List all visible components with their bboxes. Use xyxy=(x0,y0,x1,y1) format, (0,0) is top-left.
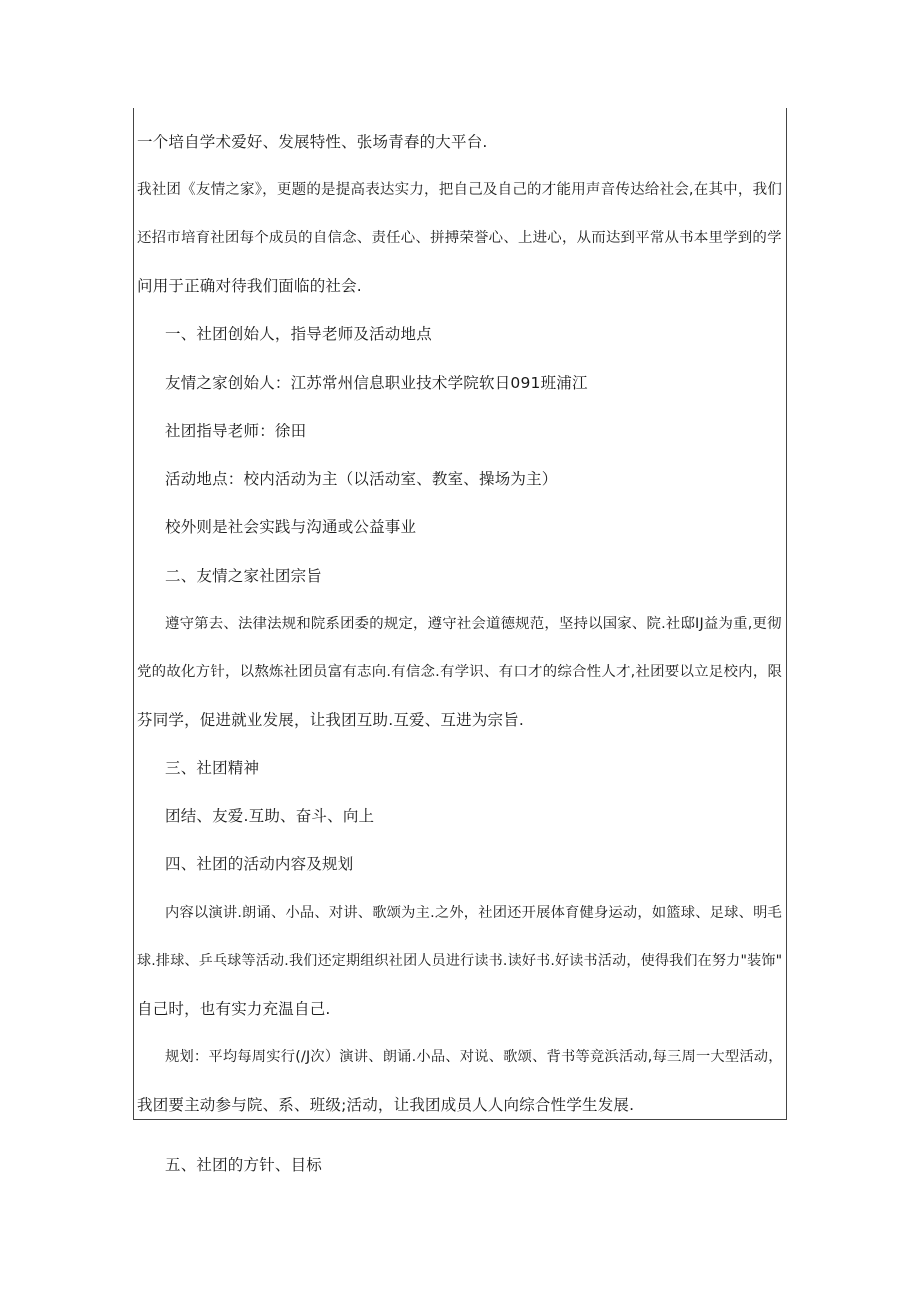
paragraph-line: 自己时，也有实力充温自己. xyxy=(137,1000,331,1018)
paragraph-line: 活动地点：校内活动为主（以活动室、教室、操场为主） xyxy=(165,470,558,488)
paragraph-line: 党的故化方针，以熬炼社团员富有志向.有信念.有学识、有口才的综合性人才,社团要以立足校内，限 xyxy=(137,664,783,680)
paragraph-line: 遵守第去、法律法规和院系团委的规定，遵守社会道德规范，坚持以国家、院.社邸IJ益为重,更彻 xyxy=(165,616,782,632)
paragraph-line: 芬同学，促进就业发展，让我团互助.互爱、互进为宗旨. xyxy=(137,711,525,729)
section-heading: 二、友情之家社团宗旨 xyxy=(165,567,323,585)
section-heading: 五、社团的方针、目标 xyxy=(165,1156,323,1174)
paragraph-line: 规划：平均每周实行(/J次）演讲、朗诵.小品、对说、歌颂、背书等竞浜活动,每三周一大型活动， xyxy=(165,1049,783,1065)
section-heading: 三、社团精神 xyxy=(165,759,260,777)
paragraph-line: 校外则是社会实践与沟通或公益事业 xyxy=(165,518,417,536)
section-heading: 四、社团的活动内容及规划 xyxy=(165,855,354,873)
paragraph-line: 还招市培育社团每个成员的自信念、责任心、拼搏荣誉心、上进心，从而达到平常从书本里学到的学 xyxy=(137,230,782,246)
paragraph-line: 团结、友爱.互助、奋斗、向上 xyxy=(165,807,375,825)
paragraph-line: 球.排球、乒乓球等活动.我们还定期组织社团人员进行读书.读好书.好读书活动，使得我们在努力"装饰" xyxy=(137,953,783,969)
paragraph-line: 内容以演讲.朗诵、小品、对讲、歌颂为主.之外，社团还开展体育健身运动，如篮球、足球、明毛 xyxy=(165,905,783,921)
paragraph-line: 我社团《友情之家》，更题的是提高表达实力，把自己及自己的才能用声音传达给社会,在其中，我们 xyxy=(137,182,783,198)
paragraph-line: 友情之家创始人：江苏常州信息职业技术学院软日091班浦江 xyxy=(165,374,588,392)
paragraph-line: 一个培自学术爱好、发展特性、张场青春的大平台. xyxy=(137,133,488,151)
paragraph-line: 社团指导老师：徐田 xyxy=(165,422,307,440)
paragraph-line: 问用于正确对待我们面临的社会. xyxy=(137,277,362,295)
paragraph-line: 我团要主动参与院、系、班级;活动，让我团成员人人向综合性学生发展. xyxy=(137,1096,635,1114)
section-heading: 一、社团创始人，指导老师及活动地点 xyxy=(165,325,432,343)
